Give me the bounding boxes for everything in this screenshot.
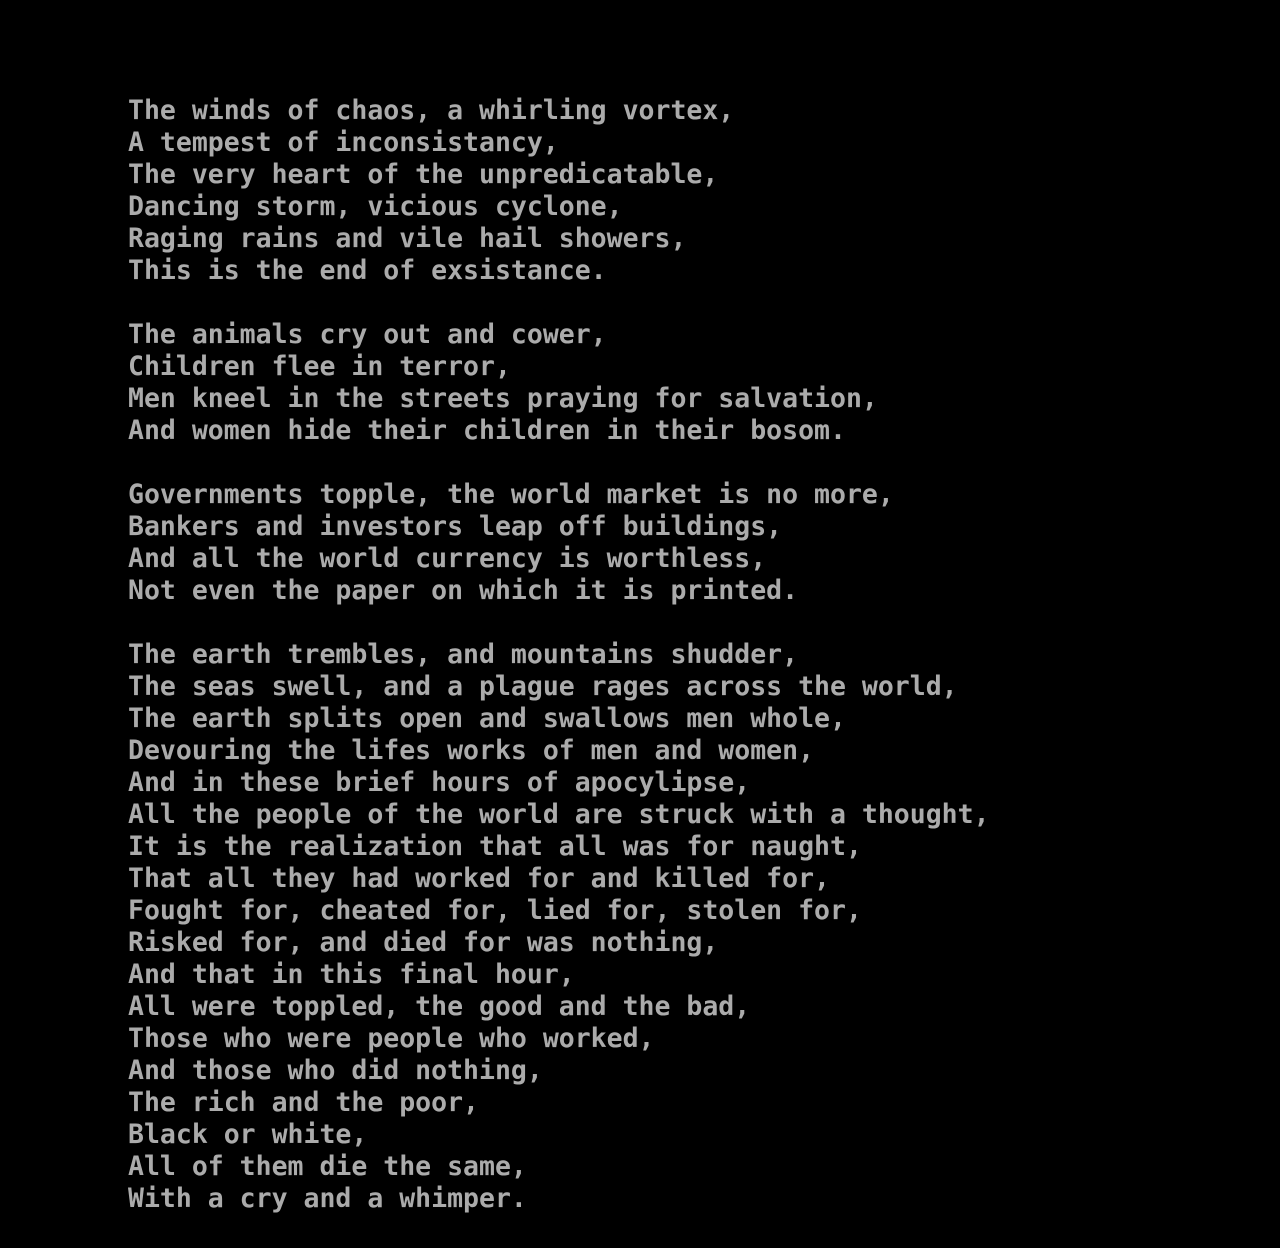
blank-line [128,607,990,639]
poem-line: Raging rains and vile hail showers, [128,223,687,254]
poem-line: Bankers and investors leap off buildings, [128,511,783,542]
blank-line [128,287,990,319]
poem-line: With a cry and a whimper. [128,1183,527,1214]
poem-line: The rich and the poor, [128,1087,479,1118]
poem-line: Children flee in terror, [128,351,511,382]
poem-line: Men kneel in the streets praying for salvation, [128,383,878,414]
poem-line: And women hide their children in their bosom. [128,415,846,446]
poem-text [128,95,990,1215]
poem-line: The earth trembles, and mountains shudder, [128,639,799,670]
blank-line [128,447,990,479]
poem-line: All the people of the world are struck with a thought, [128,799,990,830]
poem-line: All of them die the same, [128,1151,527,1182]
poem-line: A tempest of inconsistancy, [128,127,559,158]
poem-line: Fought for, cheated for, lied for, stolen for, [128,895,862,926]
poem-line: The winds of chaos, a whirling vortex, [128,95,735,126]
poem-line: The earth splits open and swallows men whole, [128,703,846,734]
poem-line: And that in this final hour, [128,959,575,990]
poem-line: All were toppled, the good and the bad, [128,991,751,1022]
poem-line: This is the end of exsistance. [128,255,607,286]
poem-line: It is the realization that all was for naught, [128,831,862,862]
poem-line: And in these brief hours of apocylipse, [128,767,751,798]
poem-line: Risked for, and died for was nothing, [128,927,719,958]
poem-line: And those who did nothing, [128,1055,543,1086]
poem-line: And all the world currency is worthless, [128,543,767,574]
poem-line: Those who were people who worked, [128,1023,655,1054]
poem-line: Black or white, [128,1119,368,1150]
poem-line: Not even the paper on which it is printed. [128,575,799,606]
poem-line: Governments topple, the world market is no more, [128,479,894,510]
poem-line: The very heart of the unpredicatable, [128,159,719,190]
poem-line: The seas swell, and a plague rages across the world, [128,671,958,702]
poem-line: That all they had worked for and killed for, [128,863,830,894]
poem-line: Devouring the lifes works of men and women, [128,735,815,766]
poem-line: The animals cry out and cower, [128,319,607,350]
poem-line: Dancing storm, vicious cyclone, [128,191,623,222]
